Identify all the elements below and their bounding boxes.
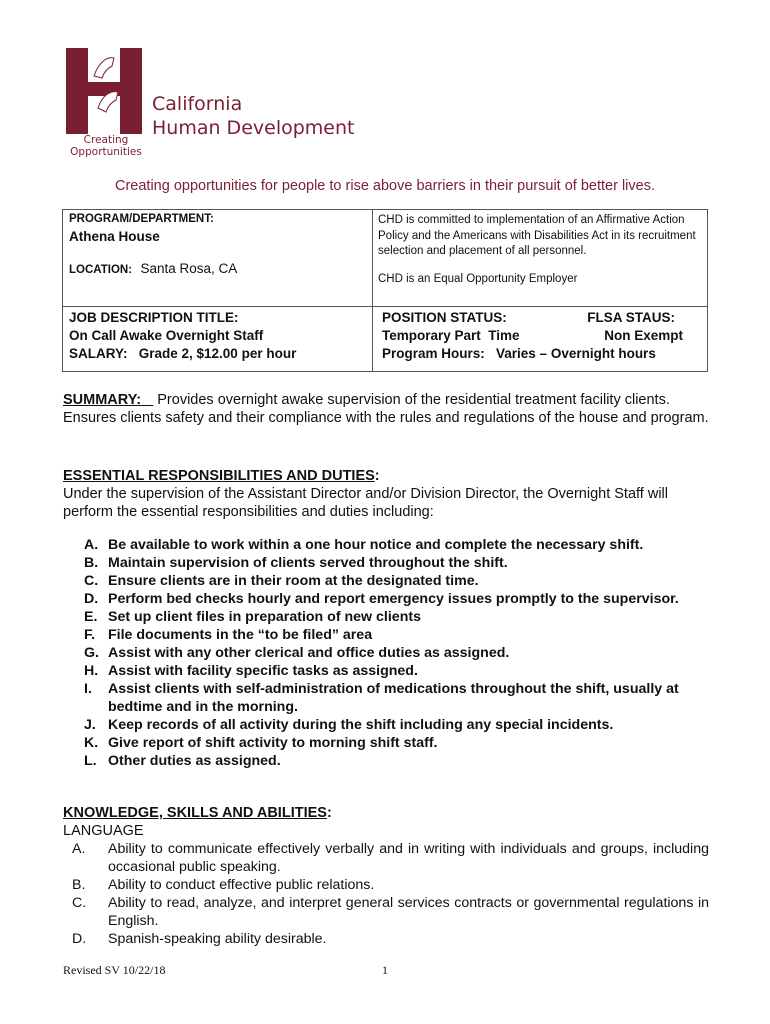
table-divider-vertical	[372, 210, 373, 371]
list-item	[63, 716, 713, 734]
list-item	[63, 662, 713, 680]
org-name-line1: California	[152, 93, 243, 115]
list-marker: H.	[84, 663, 99, 679]
tagline: Creating opportunities for people to rise above barriers in their pursuit of better lives.	[114, 178, 655, 194]
list-item	[63, 554, 713, 572]
list-item	[63, 876, 709, 894]
summary-paragraph	[63, 391, 711, 427]
position-status-label: POSITION STATUS:	[382, 310, 507, 325]
list-marker: A.	[72, 841, 86, 857]
location-value: Santa Rosa, CA	[140, 261, 238, 276]
essential-heading: ESSENTIAL RESPONSIBILITIES AND DUTIES	[63, 468, 375, 484]
logo-tag-line1: Creating	[83, 134, 129, 146]
list-marker: L.	[84, 753, 97, 769]
list-marker: F.	[84, 627, 96, 643]
list-item-text: Other duties as assigned.	[108, 753, 281, 769]
list-item	[63, 644, 713, 662]
list-item	[63, 752, 713, 770]
list-item	[63, 840, 709, 876]
list-item-text: Perform bed checks hourly and report emergency issues promptly to the supervisor.	[108, 591, 679, 607]
position-status-value: Temporary Part Time	[382, 328, 520, 343]
logo-tag-line2: Opportunities	[70, 146, 142, 158]
list-item-text: Spanish-speaking ability desirable.	[108, 931, 327, 947]
list-marker: B.	[72, 877, 86, 893]
list-item-text: Ensure clients are in their room at the designated time.	[108, 573, 479, 589]
language-heading: LANGUAGE	[63, 823, 144, 839]
program-hours: Program Hours: Varies – Overnight hours	[382, 346, 656, 361]
list-marker: A.	[84, 537, 99, 553]
flsa-value: Non Exempt	[604, 328, 683, 343]
summary-heading: SUMMARY:	[63, 392, 142, 408]
essential-intro: Under the supervision of the Assistant Director and/or Division Director, the Overnight Staff will perform the essential responsibilities and duties including:	[63, 486, 668, 520]
location-row	[69, 260, 237, 278]
list-item	[63, 608, 713, 626]
list-marker: G.	[84, 645, 99, 661]
list-item	[63, 626, 713, 644]
list-marker: J.	[84, 717, 96, 733]
essential-heading-row	[63, 467, 711, 485]
list-item-text: Ability to conduct effective public relations.	[108, 877, 375, 893]
chd-logo	[64, 46, 364, 164]
list-item	[63, 734, 713, 752]
list-item	[63, 680, 713, 716]
salary: SALARY: Grade 2, $12.00 per hour	[69, 346, 297, 361]
list-item-text: Assist with any other clerical and office duties as assigned.	[108, 645, 510, 661]
list-item	[63, 930, 709, 948]
location-label: LOCATION:	[69, 264, 133, 276]
list-marker: B.	[84, 555, 99, 571]
ksa-heading-row	[63, 804, 711, 822]
list-item	[63, 590, 713, 608]
job-title-label: JOB DESCRIPTION TITLE:	[69, 310, 239, 325]
list-item	[63, 536, 713, 554]
program-value: Athena House	[69, 229, 160, 244]
list-item-text: Keep records of all activity during the shift including any special incidents.	[108, 717, 614, 733]
eeo-statement: CHD is committed to implementation of an Affirmative Action Policy and the Americans with Disabilities Act in its recruitment selection and placement of all personnel.	[378, 214, 696, 257]
list-item-text: Maintain supervision of clients served throughout the shift.	[108, 555, 508, 571]
list-marker: I.	[84, 681, 92, 697]
program-label: PROGRAM/DEPARTMENT:	[69, 213, 214, 225]
list-item	[63, 894, 709, 930]
summary-text: Provides overnight awake supervision of the residential treatment facility clients. Ensures clients safety and their compliance with the rules and regulations of the house and program.	[63, 392, 709, 426]
org-name-line2: Human Development	[152, 117, 355, 139]
table-divider-horizontal	[63, 306, 707, 307]
hands-logo-icon	[64, 46, 154, 136]
job-header-table	[62, 209, 708, 372]
flsa-label: FLSA STAUS:	[587, 310, 675, 325]
list-item-text: Ability to communicate effectively verbally and in writing with individuals and groups, including occasional public speaking.	[108, 841, 709, 875]
list-marker: D.	[84, 591, 99, 607]
list-marker: C.	[84, 573, 99, 589]
duties-list	[63, 536, 713, 770]
list-item-text: Assist clients with self-administration of medications throughout the shift, usually at bedtime and in the morning.	[108, 681, 679, 715]
essential-heading-colon: :	[374, 468, 380, 484]
eeo-employer: CHD is an Equal Opportunity Employer	[378, 273, 578, 285]
list-item-text: Give report of shift activity to morning shift staff.	[108, 735, 438, 751]
list-marker: D.	[72, 931, 87, 947]
ksa-heading-colon: :	[326, 805, 332, 821]
language-list	[63, 840, 709, 948]
list-marker: C.	[72, 895, 87, 911]
list-item	[63, 572, 713, 590]
list-marker: E.	[84, 609, 98, 625]
job-title-value: On Call Awake Overnight Staff	[69, 328, 264, 343]
list-item-text: Set up client files in preparation of new clients	[108, 609, 421, 625]
list-item-text: Ability to read, analyze, and interpret general services contracts or governmental regulations in English.	[108, 895, 709, 929]
ksa-heading: KNOWLEDGE, SKILLS AND ABILITIES	[63, 805, 327, 821]
list-item-text: Assist with facility specific tasks as assigned.	[108, 663, 418, 679]
list-marker: K.	[84, 735, 99, 751]
page-number: 1	[382, 963, 388, 977]
revision-note: Revised SV 10/22/18	[63, 963, 166, 977]
list-item-text: Be available to work within a one hour notice and complete the necessary shift.	[108, 537, 644, 553]
list-item-text: File documents in the “to be filed” area	[108, 627, 373, 643]
